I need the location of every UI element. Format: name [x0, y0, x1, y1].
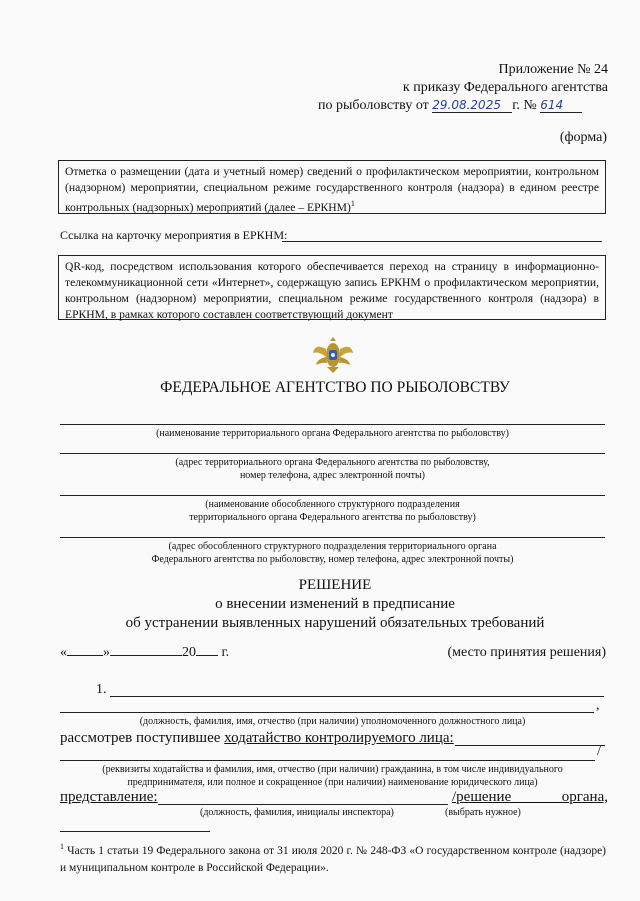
- day-field[interactable]: [67, 655, 103, 656]
- appendix-line1: Приложение № 24: [498, 62, 608, 77]
- erknm-link-label: Ссылка на карточку мероприятия в ЕРКНМ:: [60, 228, 288, 242]
- coat-of-arms-icon: [311, 333, 355, 375]
- petition-line-1[interactable]: [455, 745, 605, 746]
- subdivision-address-line[interactable]: [60, 537, 605, 538]
- caption-select: (выбрать нужное): [445, 807, 521, 818]
- official-line-2[interactable]: [60, 712, 594, 713]
- appendix-prefix: по рыболовству от: [318, 98, 429, 113]
- item-number: 1.: [96, 682, 107, 697]
- presentation-line[interactable]: [158, 804, 448, 805]
- erknm-mark-text: Отметка о размещении (дата и учетный номер) сведений о профилактическом мероприятии, контрольном (надзорном) мероприятии, специальном режиме государственного контроля (надзора) в едином реестре контрольных (надзорных) мероприятий (далее – ЕРКНМ): [65, 165, 599, 214]
- footnote: [60, 838, 606, 877]
- decision-place: (место принятия решения): [447, 645, 606, 660]
- month-field[interactable]: [110, 655, 182, 656]
- footnote-text: Часть 1 статьи 19 Федерального закона от 31 июля 2020 г. № 248-ФЗ «О государственном контроле (надзоре) и муниципальном контроле в Российской Федерации».: [60, 844, 606, 874]
- subdivision-name-line[interactable]: [60, 495, 605, 496]
- year-prefix: 20: [182, 645, 196, 660]
- caption-territorial-address-1: (адрес территориального органа Федерального агентства по рыболовству,: [175, 457, 490, 468]
- caption-inspector: (должность, фамилия, инициалы инспектора): [200, 807, 394, 818]
- considered-underlined: ходатайство контролируемого лица:: [224, 730, 454, 746]
- official-comma: ,: [596, 698, 600, 713]
- caption-petition-1: (реквизиты ходатайства и фамилия, имя, отчество (при наличии) гражданина, в том числе индивидуального: [102, 764, 563, 775]
- considered-prefix: рассмотрев поступившее: [60, 730, 221, 746]
- year-suffix: г.: [221, 645, 230, 660]
- erknm-link-line[interactable]: [282, 241, 602, 242]
- qr-code-box: [58, 255, 606, 320]
- appendix-line3: [318, 98, 618, 114]
- appendix-date: 29.08.2025: [432, 98, 512, 113]
- decision-organ: /решение органа,: [452, 789, 608, 805]
- appendix-number: 614: [540, 98, 582, 113]
- appendix-line2: к приказу Федерального агентства: [402, 80, 608, 95]
- agency-title: ФЕДЕРАЛЬНОЕ АГЕНТСТВО ПО РЫБОЛОВСТВУ: [160, 379, 510, 396]
- year-field[interactable]: [196, 655, 218, 656]
- appendix-year-suffix: г. №: [512, 98, 537, 113]
- caption-subdivision-1: (наименование обособленного структурного подразделения: [205, 499, 460, 510]
- presentation-label: представление:: [60, 789, 158, 805]
- decision-title: РЕШЕНИЕ: [298, 577, 372, 593]
- caption-subdivision-address-1: (адрес обособленного структурного подразделения территориального органа: [168, 541, 497, 552]
- caption-territorial-address-2: номер телефона, адрес электронной почты): [239, 470, 426, 481]
- official-line-1[interactable]: [110, 696, 604, 697]
- considered-line: [60, 730, 454, 747]
- footnote-ref: 1: [350, 199, 355, 208]
- caption-territorial-organ: (наименование территориального органа Федерального агентства по рыболовству): [156, 428, 509, 439]
- date-open-quote: «: [60, 645, 67, 660]
- qr-code-text: QR-код, посредством использования которого обеспечивается переход на страницу в информационно-телекоммуникационной сети «Интернет», содержащую запись ЕРКНМ о профилактическом мероприятии, контрольном (надзорном) мероприятии, специальном режиме государственного контроля (надзора) в ЕРКНМ, в рамках которого составлен соответствующий документ: [65, 260, 599, 321]
- petition-slash: /: [597, 744, 601, 759]
- footnote-mark: 1: [60, 842, 64, 851]
- territorial-organ-address-line[interactable]: [60, 453, 605, 454]
- caption-petition-2: предпринимателя, или полное и сокращенное (при наличии) наименование юридического лица): [127, 777, 538, 788]
- decision-subtitle-1: о внесении изменений в предписание: [215, 596, 455, 612]
- petition-line-2[interactable]: [60, 760, 595, 761]
- caption-official: (должность, фамилия, имя, отчество (при наличии) уполномоченного должностного лица): [139, 716, 526, 727]
- decision-date: [60, 645, 229, 661]
- form-label: (форма): [559, 130, 607, 145]
- caption-subdivision-address-2: Федерального агентства по рыболовству, номер телефона, адрес электронной почты): [151, 554, 514, 565]
- caption-subdivision-2: территориального органа Федерального агентства по рыболовству): [189, 512, 476, 523]
- territorial-organ-name-line[interactable]: [60, 424, 605, 425]
- decision-subtitle-2: об устранении выявленных нарушений обязательных требований: [125, 615, 545, 631]
- erknm-mark-box: [58, 160, 606, 214]
- footnote-separator: [60, 831, 210, 832]
- date-close-quote: »: [103, 645, 110, 660]
